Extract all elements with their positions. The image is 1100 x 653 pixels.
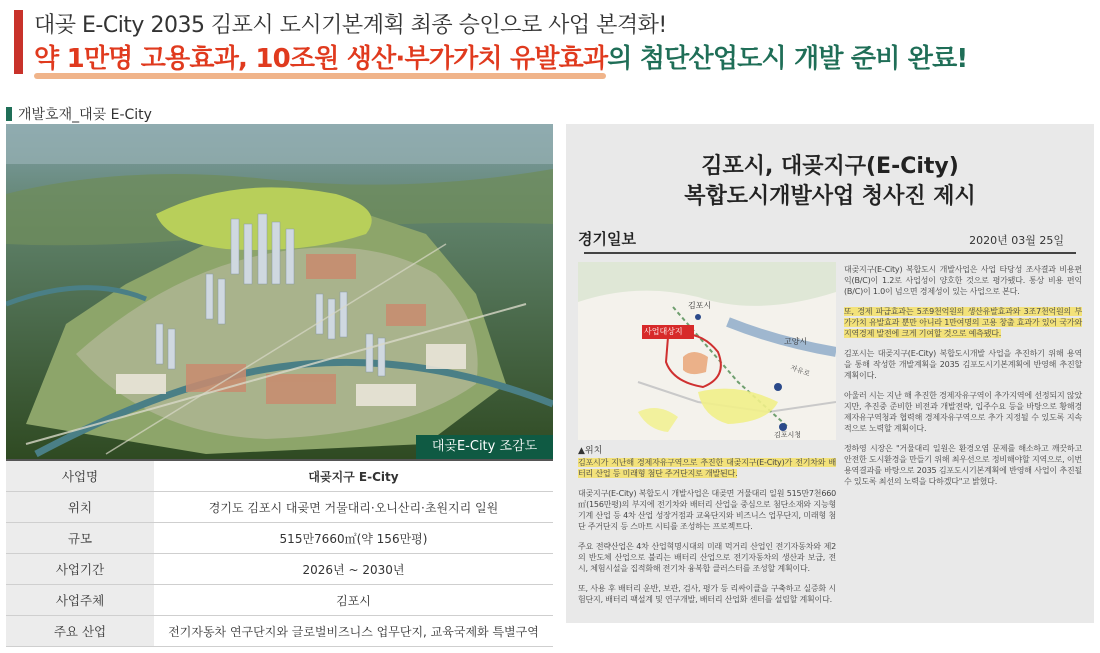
table-value: 515만7660㎡(약 156만평) [154,523,553,554]
table-row [6,585,553,616]
aerial-caption: 대곶E-City 조감도 [416,435,553,459]
aerial-image [6,124,553,459]
header-line2-highlight: 약 1만명 고용효과, 10조원 생산·부가가치 유발효과 [34,44,608,74]
table-value: 2026년 ~ 2030년 [154,554,553,585]
article-title [566,152,1094,212]
article-paragraph: 대곶지구(E-City) 복합도시 개발사업은 사업 타당성 조사결과 비용편익(B/C)이 1.2로 사업성이 양호한 것으로 평가됐다. 통상 비용 편익(B/C)이 1.0이 넘으면 경제성이 있는 사업으로 본다. [844,265,1082,296]
article-paragraph: 대곶지구(E-City) 복합도시 개발사업은 대곶면 거물대리 일원 515만7천660㎡(156만평)의 부지에 전기차와 배터리 산업을 중심으로 첨단소재와 지능형기계 산업 등 4차 산업 성장거점과 교육단지와 비즈니스 업무단지, 미래형 첨단 주거단지 등 스마트 시티를 조성하는 프로젝트다. [578,489,836,531]
section-marker-icon [6,107,12,121]
table-value: 김포시 [154,585,553,616]
article-date: 2020년 03월 25일 [969,234,1064,247]
table-key: 위치 [6,492,154,523]
article-paragraph: 아울러 시는 지난 해 추진한 경제자유구역이 추가지역에 선정되지 않았지만, 추진중 준비한 비전과 개발전략, 입주수요 등을 바탕으로 황해경제자유구역청과 협력해 경제자유구역으로 추가 지정될 수 있도록 지속적으로 노력할 계획이다. [844,391,1082,433]
header-line1: 대곶 E-City 2035 김포시 도시기본계획 최종 승인으로 사업 본격화! [34,13,667,38]
article-title-line2: 복합도시개발사업 청사진 제시 [684,184,976,209]
table-key: 사업기간 [6,554,154,585]
news-article [566,124,1094,623]
article-paragraph: 김포시는 대곶지구(E-City) 복합도시개발 사업을 추진하기 위해 용역을 통해 작성한 개발계획을 2035 김포도시기본계획에 반영해 추진할 계획이다. [844,349,1082,380]
table-value: 경기도 김포시 대곶면 거물대리·오니산리·초원지리 일원 [154,492,553,523]
article-paragraph: 또, 경제 파급효과는 5조9천억원의 생산유발효과와 3조7천억원의 부가가치 유발효과 뿐만 아니라 1만여명의 고용 창출 효과가 있어 국가와 지역경제 발전에 크게 기여할 것으로 예측됐다. [844,307,1082,338]
map-office-label: 김포시청 [774,431,802,439]
header-line2-rest: 의 첨단산업도시 개발 준비 완료! [607,44,968,74]
section-label-text: 개발호재_대곶 E-City [18,107,152,123]
header [0,0,1100,95]
aerial-rendering [6,124,553,459]
header-accent-bar [14,10,23,74]
article-column-right [844,264,1082,496]
table-row [6,523,553,554]
newspaper-name: 경기일보 [578,230,636,248]
article-paragraph: 또, 사용 후 배터리 운반, 보관, 검사, 평가 등 리싸이클을 구축하고 실증화 시험단지, 배터리 팩설계 및 연구개발, 배터리 산업화 센터를 설립할 계획이다. [578,584,836,604]
table-key: 주요 산업 [6,616,154,647]
table-value: 전기자동차 연구단지와 글로벌비즈니스 업무단지, 교육국제화 특별구역 [154,616,553,647]
location-map-image [578,262,836,440]
table-row [6,554,553,585]
article-paragraph: 주요 전략산업은 4차 산업혁명시대의 미래 먹거리 산업인 전기자동차와 제2의 반도체 산업으로 불리는 배터리 산업으로 전기자동차의 생산과 보급, 전시, 체험시설을 집적화해 전기차 융복합 클러스터를 조성할 계획이다. [578,542,836,573]
project-info-table [6,459,553,647]
map-gimpo-label: 김포시 [688,301,712,310]
article-paragraph: 김포시가 지난해 경제자유구역으로 추진한 대곶지구(E-City)가 전기차와 배터리 산업 등 미래형 첨단 주거단지로 개발된다. [578,458,836,478]
table-row [6,492,553,523]
table-key: 사업명 [6,460,154,492]
article-column-left [578,457,836,614]
table-key: 규모 [6,523,154,554]
map-caption: ▲위치 [578,446,603,456]
table-key: 사업주체 [6,585,154,616]
table-row [6,616,553,647]
map-road-label: 자유로 [789,363,812,379]
header-line2 [34,38,967,75]
section-label [6,104,152,124]
article-title-line1: 김포시, 대곶지구(E-City) [701,154,959,179]
table-value: 대곶지구 E-City [154,460,553,492]
table-row [6,460,553,492]
location-map [578,262,836,440]
map-goyang-label: 고양시 [784,337,808,346]
map-site-label: 사업대상지 [644,327,683,336]
article-paragraph: 정하영 시장은 "거물대리 일원은 환경오염 문제를 해소하고 깨끗하고 안전한 도시환경을 만들기 위해 최우선으로 정비해야할 지역으로, 이번 용역결과를 바탕으로 2035 김포도시기본계획에 반영해 사업이 추진될 수 있도록 최선의 노력을 다하겠다"고 밝혔다. [844,444,1082,486]
